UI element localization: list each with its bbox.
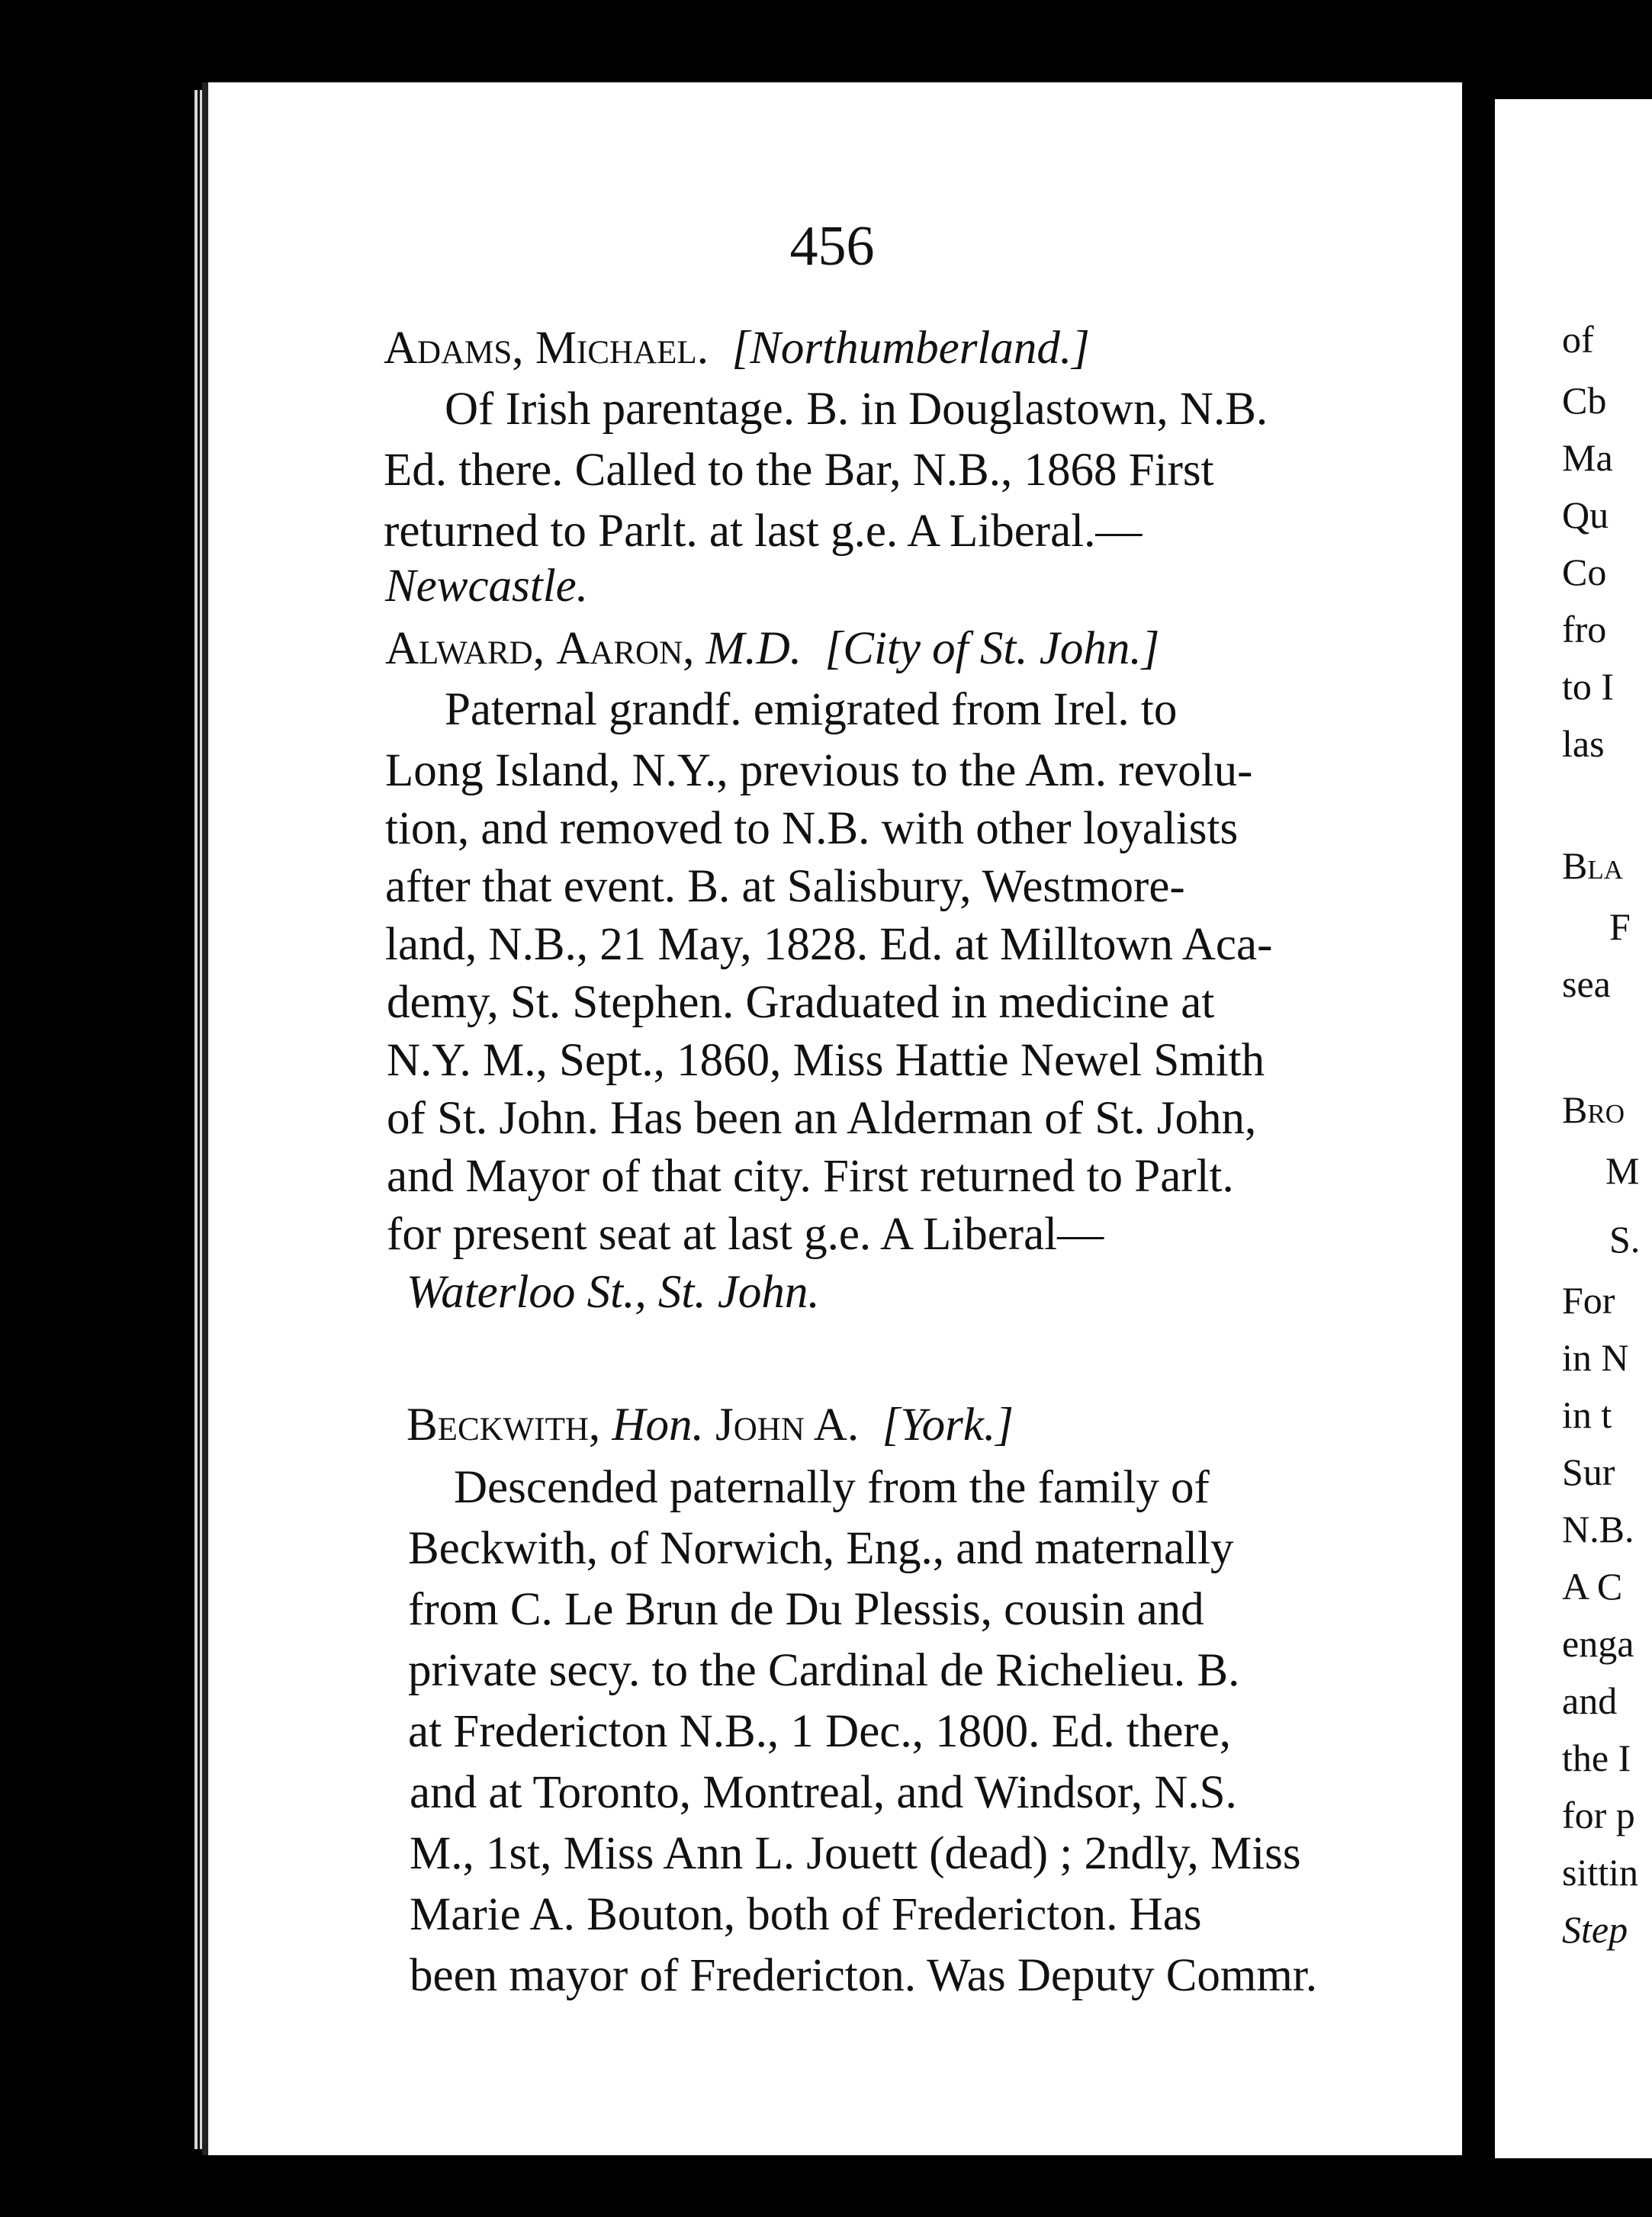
adjacent-page-fragment: and	[1562, 1679, 1618, 1722]
adjacent-page-fragment: in t	[1562, 1393, 1612, 1436]
entry-given-name: John A.	[715, 1399, 860, 1451]
adjacent-page-fragment: Bro	[1562, 1088, 1625, 1131]
adjacent-page-fragment: Sur	[1562, 1451, 1615, 1493]
entry-body-line: and at Toronto, Montreal, and Windsor, N.S.	[410, 1767, 1237, 1818]
entry-surname: Beckwith,	[407, 1399, 601, 1451]
adjacent-page-fragment: N.B.	[1562, 1508, 1634, 1550]
adjacent-page-fragment: A C	[1562, 1565, 1623, 1608]
adjacent-page-fragment: enga	[1562, 1622, 1634, 1665]
entry-heading-alward	[385, 625, 1159, 672]
entry-body-line: N.Y. M., Sept., 1860, Miss Hattie Newel Smith	[387, 1035, 1265, 1086]
adjacent-page-fragment: For	[1562, 1279, 1615, 1322]
entry-body-line: M., 1st, Miss Ann L. Jouett (dead) ; 2ndly, Miss	[410, 1828, 1301, 1879]
entry-body-line: demy, St. Stephen. Graduated in medicine at	[387, 977, 1215, 1028]
adjacent-page-fragment: sittin	[1562, 1851, 1639, 1894]
entry-given-name: Aaron,	[556, 623, 695, 674]
page-number: 456	[789, 215, 875, 278]
entry-body-line: Marie A. Bouton, both of Fredericton. Has	[410, 1889, 1202, 1940]
entry-body-line: Beckwith, of Norwich, Eng., and maternally	[408, 1523, 1234, 1574]
adjacent-page-fragment: fro	[1562, 608, 1607, 651]
entry-body-line: Ed. there. Called to the Bar, N.B., 1868 First	[384, 445, 1214, 496]
entry-residence: Newcastle.	[385, 561, 588, 612]
adjacent-page-fragment: Co	[1562, 551, 1607, 593]
adjacent-page-fragment: of	[1562, 318, 1594, 361]
entry-body-line: and Mayor of that city. First returned to Parlt.	[387, 1151, 1234, 1202]
entry-body-line: at Fredericton N.B., 1 Dec., 1800. Ed. there,	[408, 1706, 1232, 1757]
adjacent-page-fragment: Ma	[1562, 436, 1613, 479]
entry-constituency: [York.]	[882, 1399, 1014, 1451]
entry-body-line: private secy. to the Cardinal de Richelieu. B.	[408, 1645, 1240, 1696]
entry-residence: Waterloo St., St. John.	[407, 1267, 820, 1318]
adjacent-page-fragment: to I	[1562, 665, 1615, 708]
entry-constituency: [Northumberland.]	[731, 323, 1090, 374]
entry-body-line: been mayor of Fredericton. Was Deputy Commr.	[410, 1950, 1317, 2001]
adjacent-page-fragment: M	[1605, 1149, 1640, 1192]
adjacent-page-fragment: Qu	[1562, 493, 1609, 536]
adjacent-page-fragment: S.	[1609, 1218, 1641, 1261]
entry-constituency: [City of St. John.]	[824, 623, 1160, 674]
entry-honorific: Hon.	[612, 1399, 704, 1451]
adjacent-page-fragment: las	[1562, 722, 1605, 765]
entry-surname: Adams,	[384, 323, 524, 374]
adjacent-page-fragment: in N	[1562, 1336, 1629, 1379]
entry-body-line: land, N.B., 21 May, 1828. Ed. at Milltown Aca-	[385, 919, 1273, 970]
book-page	[202, 82, 1462, 2155]
adjacent-page-fragment: the I	[1562, 1737, 1631, 1779]
entry-body-line: Descended paternally from the family of	[454, 1462, 1210, 1513]
adjacent-page-fragment: Bla	[1562, 844, 1624, 887]
adjacent-page-fragment: for p	[1562, 1794, 1635, 1836]
entry-heading-beckwith	[407, 1399, 1014, 1451]
adjacent-page-fragment: Step	[1562, 1908, 1628, 1951]
entry-body-line: from C. Le Brun de Du Plessis, cousin and	[408, 1584, 1204, 1635]
entry-given-name: Michael.	[535, 323, 709, 374]
adjacent-page-fragment: Cb	[1562, 379, 1607, 422]
entry-heading-adams	[384, 323, 1090, 374]
adjacent-page-fragment: F	[1609, 905, 1631, 948]
entry-body-line: Of Irish parentage. B. in Douglastown, N.B.	[445, 384, 1268, 435]
entry-body-line: tion, and removed to N.B. with other loyalists	[385, 803, 1239, 854]
entry-body-line: for present seat at last g.e. A Liberal—	[387, 1209, 1104, 1260]
entry-body-line: Paternal grandf. emigrated from Irel. to	[445, 684, 1178, 735]
entry-surname: Alward,	[385, 623, 545, 674]
entry-body-line: returned to Parlt. at last g.e. A Liberal.—	[384, 506, 1143, 557]
entry-body-line: after that event. B. at Salisbury, Westmore-	[385, 861, 1185, 912]
entry-body-line: Long Island, N.Y., previous to the Am. revolu-	[385, 745, 1253, 796]
entry-title: M.D.	[705, 623, 802, 674]
entry-body-line: of St. John. Has been an Alderman of St. John,	[387, 1093, 1257, 1144]
adjacent-page-fragment: sea	[1562, 962, 1611, 1005]
